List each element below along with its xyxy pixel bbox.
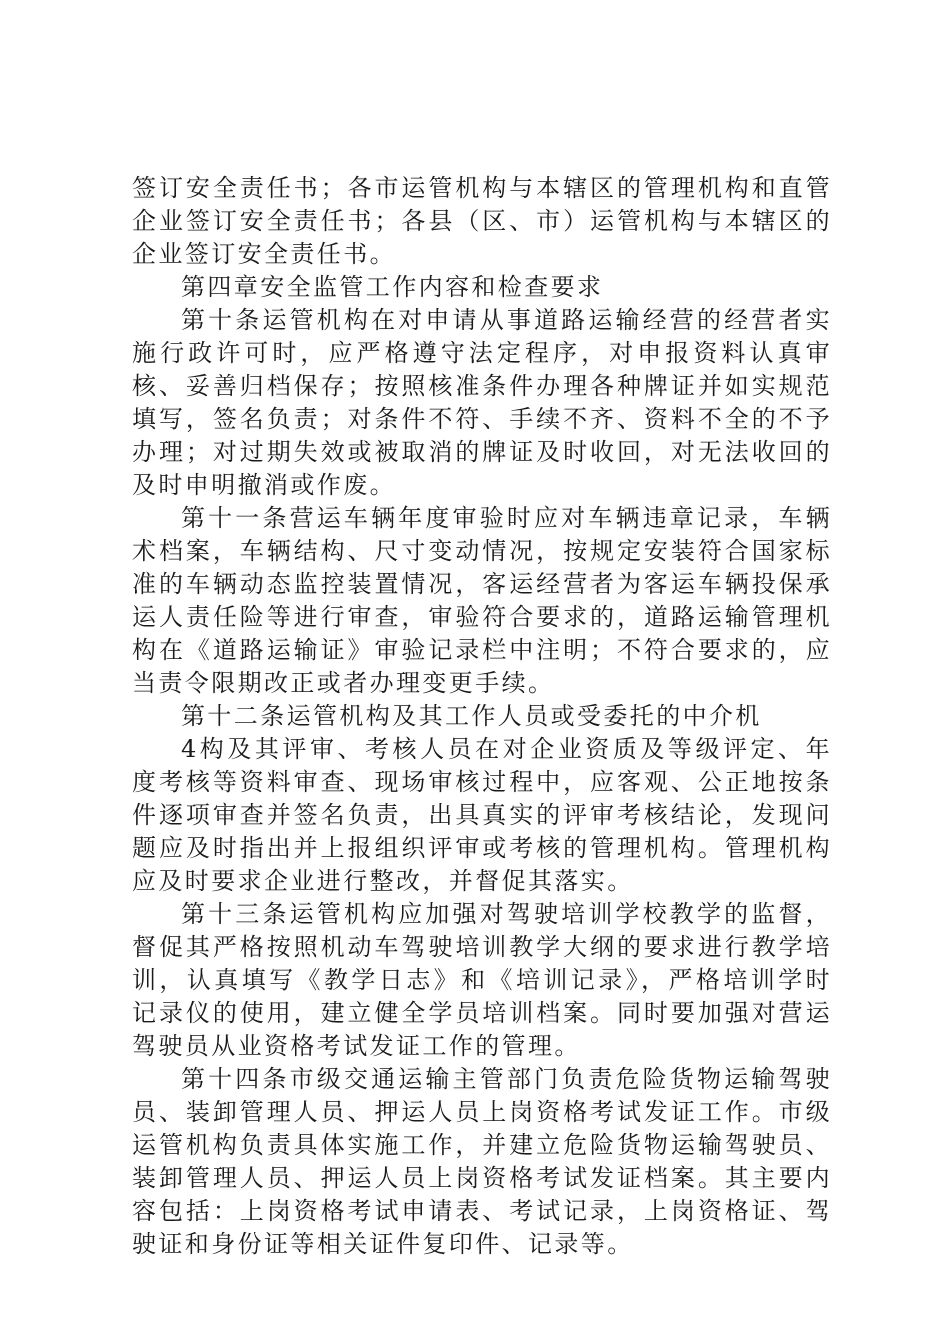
article-12-continued: 4构及其评审、考核人员在对企业资质及等级评定、年度考核等资料审查、现场审核过程中，应客观、公正地按条件逐项审查并签名负责，出具真实的评审考核结论，发现问题应及时指出并上报组织评审或考核的管理机构。管理机构应及时要求企业进行整改，并督促其落实。	[132, 735, 832, 895]
article-14: 第十四条市级交通运输主管部门负责危险货物运输驾驶员、装卸管理人员、押运人员上岗资格考试发证工作。市级运管机构负责具体实施工作，并建立危险货物运输驾驶员、装卸管理人员、押运人员上岗资格考试发证档案。其主要内容包括：上岗资格考试申请表、考试记录，上岗资格证、驾驶证和身份证等相关证件复印件、记录等。	[132, 1065, 832, 1258]
article-12-start: 第十二条运管机构及其工作人员或受委托的中介机	[181, 702, 762, 730]
chapter-heading: 第四章安全监管工作内容和检查要求	[181, 273, 604, 301]
article-13: 第十三条运管机构应加强对驾驶培训学校教学的监督，督促其严格按照机动车驾驶培训教学大纲的要求进行教学培训，认真填写《教学日志》和《培训记录》，严格培训学时记录仪的使用，建立健全学员培训档案。同时要加强对营运驾驶员从业资格考试发证工作的管理。	[132, 900, 832, 1060]
article-10: 第十条运管机构在对申请从事道路运输经营的经营者实施行政许可时，应严格遵守法定程序，对申报资料认真审核、妥善归档保存；按照核准条件办理各种牌证并如实规范填写，签名负责；对条件不符、手续不齐、资料不全的不予办理；对过期失效或被取消的牌证及时收回，对无法收回的及时申明撤消或作废。	[132, 306, 832, 499]
paragraph-responsibility-letters: 签订安全责任书；各市运管机构与本辖区的管理机构和直管企业签订安全责任书；各县（区、市）运管机构与本辖区的企业签订安全责任书。	[132, 174, 832, 268]
document-body	[132, 172, 832, 1261]
article-11: 第十一条营运车辆年度审验时应对车辆违章记录，车辆术档案，车辆结构、尺寸变动情况，按规定安装符合国家标准的车辆动态监控装置情况，客运经营者为客运车辆投保承运人责任险等进行审查，审验符合要求的，道路运输管理机构在《道路运输证》审验记录栏中注明；不符合要求的，应当责令限期改正或者办理变更手续。	[132, 504, 832, 697]
